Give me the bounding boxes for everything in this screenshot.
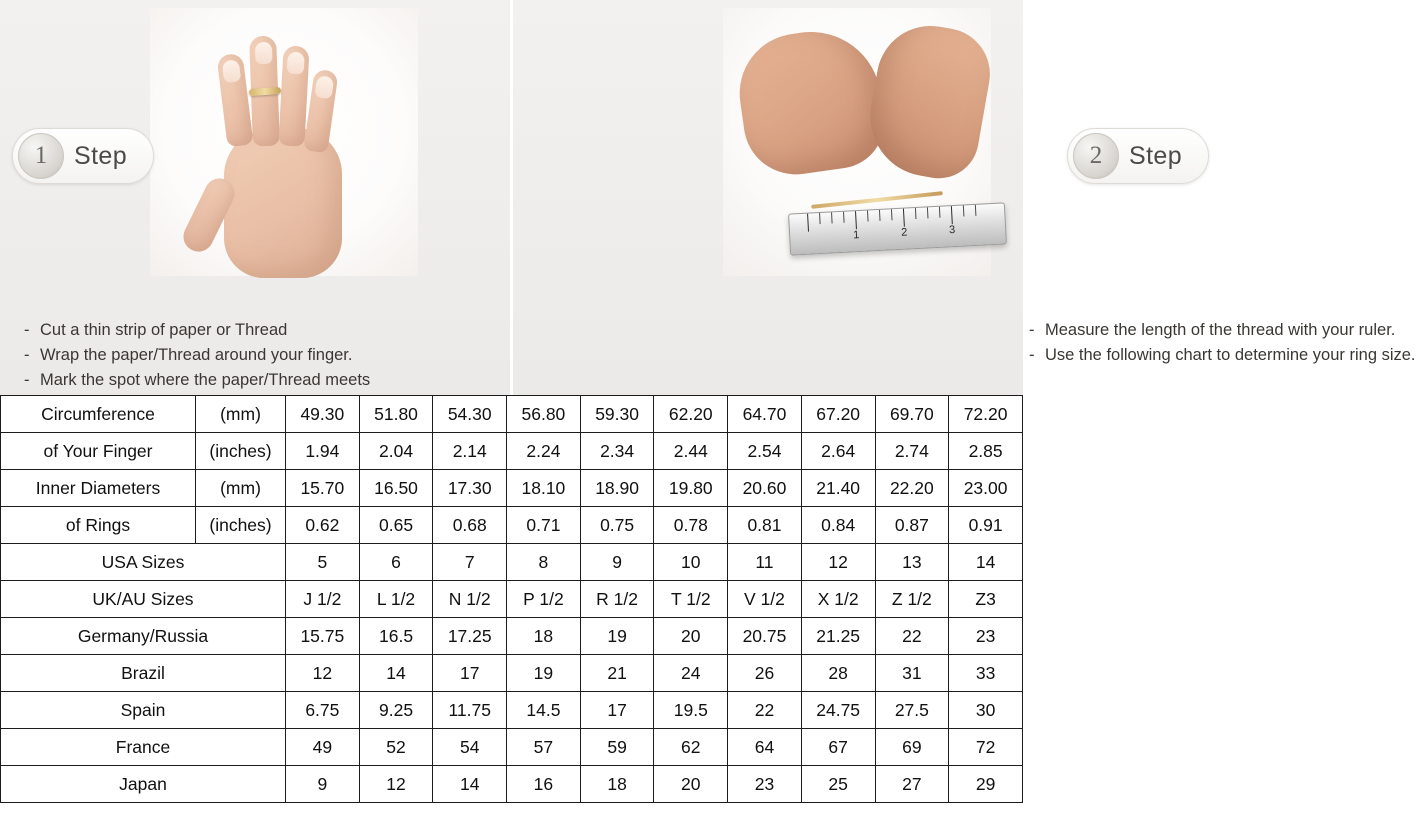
cell-diam-in-1: 0.65 [359,507,433,544]
cell-fr-5: 62 [654,729,728,766]
cell-jp-0: 9 [286,766,360,803]
cell-diam-in-4: 0.75 [580,507,654,544]
cell-circ-mm-8: 69.70 [875,396,949,433]
cell-br-2: 17 [433,655,507,692]
cell-ukau-4: R 1/2 [580,581,654,618]
unit-diameter-mm: (mm) [196,470,286,507]
cell-es-3: 14.5 [507,692,581,729]
cell-circ-in-6: 2.54 [728,433,802,470]
cell-circ-mm-1: 51.80 [359,396,433,433]
cell-ukau-2: N 1/2 [433,581,507,618]
step-1-note-1: Cut a thin strip of paper or Thread [40,321,288,339]
step-2-note-1: Measure the length of the thread with your ruler. [1045,321,1396,339]
cell-de-9: 23 [949,618,1023,655]
row-label-spain: Spain [1,692,286,729]
cell-circ-in-7: 2.64 [801,433,875,470]
cell-de-4: 19 [580,618,654,655]
cell-jp-3: 16 [507,766,581,803]
row-label-uk-au: UK/AU Sizes [1,581,286,618]
cell-diam-mm-4: 18.90 [580,470,654,507]
cell-circ-mm-7: 67.20 [801,396,875,433]
cell-de-3: 18 [507,618,581,655]
table-row [1,396,1023,433]
cell-diam-mm-5: 19.80 [654,470,728,507]
cell-diam-mm-2: 17.30 [433,470,507,507]
cell-fr-1: 52 [359,729,433,766]
cell-diam-in-6: 0.81 [728,507,802,544]
row-label-diameter-1: Inner Diameters [1,470,196,507]
cell-es-5: 19.5 [654,692,728,729]
table-row [1,433,1023,470]
cell-diam-mm-9: 23.00 [949,470,1023,507]
step-badge-1 [12,128,154,184]
cell-circ-in-2: 2.14 [433,433,507,470]
cell-diam-in-3: 0.71 [507,507,581,544]
size-chart-wrapper [0,395,1023,803]
step-1-note-3: Mark the spot where the paper/Thread meets [40,371,371,389]
cell-ukau-3: P 1/2 [507,581,581,618]
cell-circ-in-0: 1.94 [286,433,360,470]
cell-circ-mm-9: 72.20 [949,396,1023,433]
cell-circ-mm-0: 49.30 [286,396,360,433]
cell-br-9: 33 [949,655,1023,692]
cell-diam-in-8: 0.87 [875,507,949,544]
unit-diameter-in: (inches) [196,507,286,544]
cell-ukau-8: Z 1/2 [875,581,949,618]
step-panel-1 [0,0,510,395]
step-number-1: 1 [18,133,64,179]
cell-diam-mm-0: 15.70 [286,470,360,507]
ring-size-table [0,395,1023,803]
cell-jp-5: 20 [654,766,728,803]
cell-es-1: 9.25 [359,692,433,729]
cell-usa-8: 13 [875,544,949,581]
cell-circ-mm-6: 64.70 [728,396,802,433]
step-panel-2 [510,0,1416,395]
cell-br-5: 24 [654,655,728,692]
cell-de-8: 22 [875,618,949,655]
cell-diam-in-5: 0.78 [654,507,728,544]
cell-diam-in-0: 0.62 [286,507,360,544]
cell-es-4: 17 [580,692,654,729]
step-2-notes: - Measure the length of the thread with your ruler. - Use the following chart to determine your ring size. [1029,321,1416,364]
cell-jp-4: 18 [580,766,654,803]
cell-diam-mm-6: 20.60 [728,470,802,507]
ruler-mark-2: 2 [900,226,908,239]
cell-usa-3: 8 [507,544,581,581]
thread-and-ruler-photo [723,8,991,276]
table-row [1,581,1023,618]
cell-usa-4: 9 [580,544,654,581]
cell-es-6: 22 [728,692,802,729]
table-row [1,655,1023,692]
table-row [1,729,1023,766]
cell-es-2: 11.75 [433,692,507,729]
cell-circ-in-8: 2.74 [875,433,949,470]
cell-jp-1: 12 [359,766,433,803]
cell-usa-6: 11 [728,544,802,581]
cell-circ-in-1: 2.04 [359,433,433,470]
unit-circumference-in: (inches) [196,433,286,470]
cell-diam-in-2: 0.68 [433,507,507,544]
step-badge-2 [1067,128,1209,184]
cell-ukau-1: L 1/2 [359,581,433,618]
cell-circ-in-3: 2.24 [507,433,581,470]
row-label-france: France [1,729,286,766]
cell-fr-4: 59 [580,729,654,766]
cell-br-3: 19 [507,655,581,692]
hand-with-thread-photo [150,8,418,276]
cell-circ-mm-3: 56.80 [507,396,581,433]
cell-usa-5: 10 [654,544,728,581]
cell-diam-mm-7: 21.40 [801,470,875,507]
step-2-note-2: Use the following chart to determine your ring size. [1045,346,1416,364]
cell-fr-3: 57 [507,729,581,766]
cell-ukau-9: Z3 [949,581,1023,618]
cell-ukau-0: J 1/2 [286,581,360,618]
cell-diam-mm-1: 16.50 [359,470,433,507]
cell-es-0: 6.75 [286,692,360,729]
cell-jp-9: 29 [949,766,1023,803]
cell-circ-in-4: 2.34 [580,433,654,470]
cell-br-1: 14 [359,655,433,692]
cell-es-8: 27.5 [875,692,949,729]
table-row [1,618,1023,655]
ruler-mark-1: 1 [852,229,860,242]
cell-br-6: 26 [728,655,802,692]
row-label-japan: Japan [1,766,286,803]
cell-de-6: 20.75 [728,618,802,655]
cell-br-7: 28 [801,655,875,692]
unit-circumference-mm: (mm) [196,396,286,433]
step-label-2: Step [1129,141,1183,170]
cell-diam-in-7: 0.84 [801,507,875,544]
cell-de-1: 16.5 [359,618,433,655]
cell-usa-1: 6 [359,544,433,581]
table-row [1,692,1023,729]
row-label-diameter-2: of Rings [1,507,196,544]
cell-circ-in-9: 2.85 [949,433,1023,470]
cell-usa-7: 12 [801,544,875,581]
cell-de-2: 17.25 [433,618,507,655]
cell-jp-2: 14 [433,766,507,803]
step-1-note-2: Wrap the paper/Thread around your finger. [40,346,353,364]
table-row [1,766,1023,803]
table-row [1,544,1023,581]
cell-ukau-5: T 1/2 [654,581,728,618]
cell-fr-6: 64 [728,729,802,766]
row-label-usa: USA Sizes [1,544,286,581]
cell-br-0: 12 [286,655,360,692]
cell-circ-mm-5: 62.20 [654,396,728,433]
cell-ukau-6: V 1/2 [728,581,802,618]
cell-usa-0: 5 [286,544,360,581]
cell-br-4: 21 [580,655,654,692]
cell-diam-mm-8: 22.20 [875,470,949,507]
cell-de-7: 21.25 [801,618,875,655]
ruler-icon [788,202,1007,255]
step-label-1: Step [74,141,128,170]
steps-section [0,0,1416,395]
step-1-notes: - Cut a thin strip of paper or Thread - Wrap the paper/Thread around your finger. - Mark the spot where the paper/Thread meets [24,321,371,389]
cell-de-5: 20 [654,618,728,655]
cell-diam-mm-3: 18.10 [507,470,581,507]
cell-usa-9: 14 [949,544,1023,581]
cell-circ-in-5: 2.44 [654,433,728,470]
cell-fr-8: 69 [875,729,949,766]
cell-diam-in-9: 0.91 [949,507,1023,544]
cell-es-7: 24.75 [801,692,875,729]
cell-fr-7: 67 [801,729,875,766]
cell-es-9: 30 [949,692,1023,729]
cell-ukau-7: X 1/2 [801,581,875,618]
cell-circ-mm-4: 59.30 [580,396,654,433]
row-label-circumference-1: Circumference [1,396,196,433]
cell-fr-0: 49 [286,729,360,766]
cell-fr-2: 54 [433,729,507,766]
cell-usa-2: 7 [433,544,507,581]
step-number-2: 2 [1073,133,1119,179]
row-label-germany-russia: Germany/Russia [1,618,286,655]
cell-jp-8: 27 [875,766,949,803]
table-row [1,470,1023,507]
cell-jp-7: 25 [801,766,875,803]
cell-fr-9: 72 [949,729,1023,766]
ruler-mark-3: 3 [948,223,956,237]
cell-de-0: 15.75 [286,618,360,655]
cell-circ-mm-2: 54.30 [433,396,507,433]
cell-jp-6: 23 [728,766,802,803]
row-label-brazil: Brazil [1,655,286,692]
cell-br-8: 31 [875,655,949,692]
row-label-circumference-2: of Your Finger [1,433,196,470]
table-row [1,507,1023,544]
